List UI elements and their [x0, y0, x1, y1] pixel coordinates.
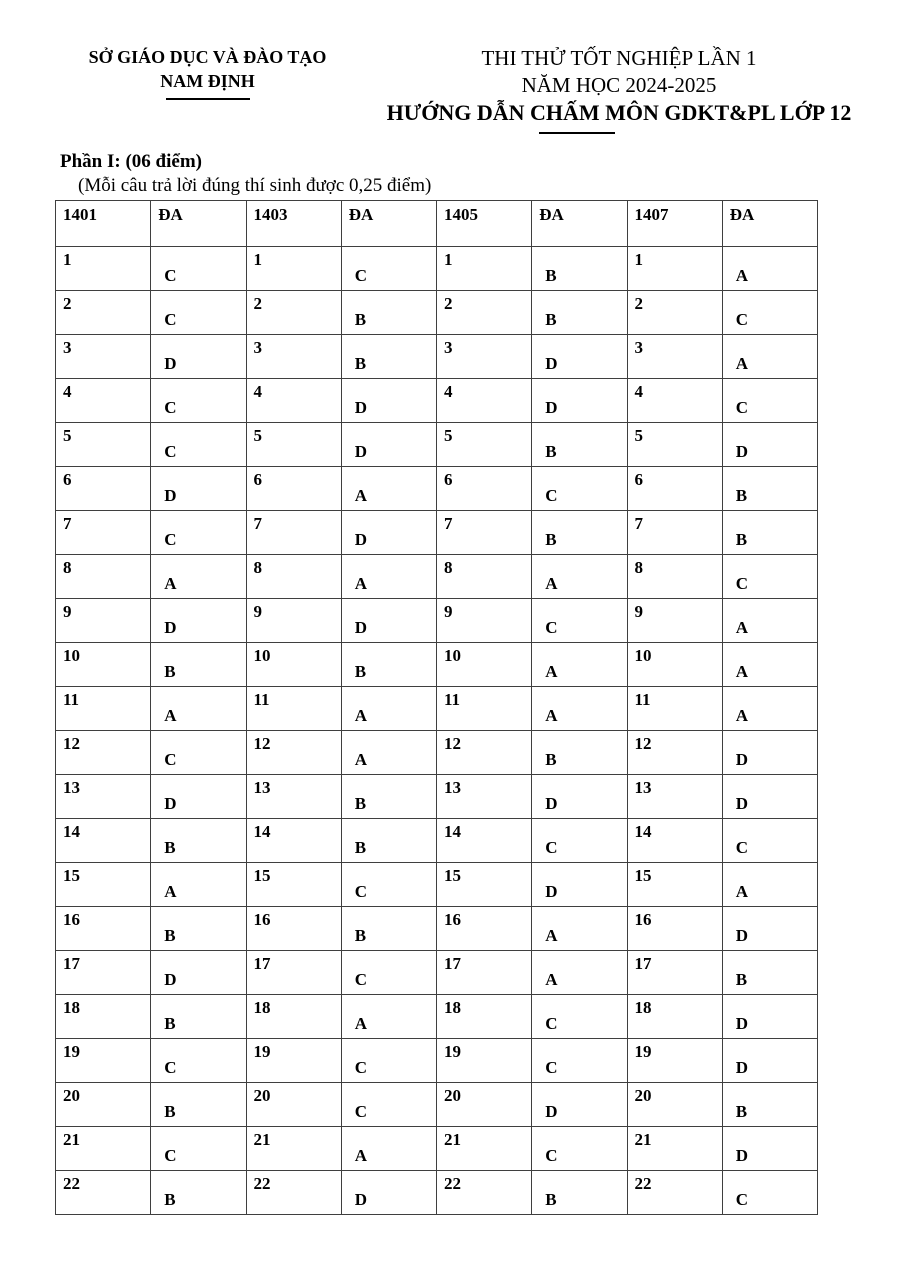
answer-row	[56, 247, 818, 291]
question-number-cell: 19	[56, 1039, 151, 1083]
answer-letter-cell: A	[341, 1127, 436, 1171]
question-number-cell: 15	[56, 863, 151, 907]
issuing-authority-block	[55, 45, 360, 100]
answer-column-header: ĐA	[532, 201, 627, 247]
question-number-cell: 5	[246, 423, 341, 467]
answer-letter-cell: D	[151, 335, 246, 379]
question-number-cell: 19	[437, 1039, 532, 1083]
authority-name: SỞ GIÁO DỤC VÀ ĐÀO TẠO	[88, 47, 327, 67]
answer-letter-cell: B	[532, 247, 627, 291]
question-number-cell: 16	[246, 907, 341, 951]
question-number-cell: 16	[627, 907, 722, 951]
answer-letter-cell: D	[722, 1127, 817, 1171]
question-number-cell: 5	[56, 423, 151, 467]
answer-row	[56, 511, 818, 555]
authority-province: NAM ĐỊNH	[160, 71, 255, 91]
answer-letter-cell: B	[722, 951, 817, 995]
answer-column-header: ĐA	[722, 201, 817, 247]
answer-column-header: ĐA	[341, 201, 436, 247]
answer-row	[56, 819, 818, 863]
title-divider-line	[539, 132, 615, 134]
answer-letter-cell: C	[722, 291, 817, 335]
answer-letter-cell: D	[722, 423, 817, 467]
answer-letter-cell: C	[341, 863, 436, 907]
answer-letter-cell: D	[341, 511, 436, 555]
answer-letter-cell: B	[151, 643, 246, 687]
question-number-cell: 13	[627, 775, 722, 819]
answer-letter-cell: C	[722, 379, 817, 423]
question-number-cell: 22	[246, 1171, 341, 1215]
answer-row	[56, 291, 818, 335]
answer-row	[56, 599, 818, 643]
answer-letter-cell: D	[722, 775, 817, 819]
authority-divider-line	[166, 98, 250, 100]
question-number-cell: 16	[56, 907, 151, 951]
grading-guide-title: HƯỚNG DẪN CHẤM MÔN GDKT&PL LỚP 12	[386, 100, 852, 125]
question-number-cell: 18	[56, 995, 151, 1039]
question-number-cell: 21	[627, 1127, 722, 1171]
answer-column-header: ĐA	[151, 201, 246, 247]
answer-letter-cell: B	[341, 291, 436, 335]
question-number-cell: 21	[56, 1127, 151, 1171]
answer-table-body	[56, 247, 818, 1215]
answer-letter-cell: D	[532, 1083, 627, 1127]
answer-letter-cell: C	[151, 423, 246, 467]
answer-letter-cell: A	[532, 907, 627, 951]
header-row	[56, 201, 818, 247]
answer-letter-cell: C	[532, 995, 627, 1039]
question-number-cell: 11	[56, 687, 151, 731]
answer-row	[56, 423, 818, 467]
question-number-cell: 7	[246, 511, 341, 555]
answer-letter-cell: C	[151, 511, 246, 555]
question-number-cell: 20	[627, 1083, 722, 1127]
question-number-cell: 10	[246, 643, 341, 687]
question-number-cell: 2	[627, 291, 722, 335]
question-number-cell: 19	[627, 1039, 722, 1083]
answer-letter-cell: C	[151, 1039, 246, 1083]
answer-row	[56, 687, 818, 731]
answer-letter-cell: C	[151, 247, 246, 291]
answer-letter-cell: B	[532, 511, 627, 555]
exam-code-header: 1405	[437, 201, 532, 247]
answer-letter-cell: A	[341, 731, 436, 775]
answer-letter-cell: C	[151, 731, 246, 775]
question-number-cell: 22	[437, 1171, 532, 1215]
answer-letter-cell: D	[341, 1171, 436, 1215]
question-number-cell: 20	[56, 1083, 151, 1127]
answer-row	[56, 555, 818, 599]
answer-row	[56, 907, 818, 951]
question-number-cell: 10	[627, 643, 722, 687]
answer-letter-cell: A	[722, 247, 817, 291]
question-number-cell: 6	[246, 467, 341, 511]
answer-letter-cell: C	[532, 1039, 627, 1083]
question-number-cell: 22	[627, 1171, 722, 1215]
answer-letter-cell: D	[341, 423, 436, 467]
answer-letter-cell: D	[151, 775, 246, 819]
answer-letter-cell: A	[722, 687, 817, 731]
answer-letter-cell: D	[341, 599, 436, 643]
question-number-cell: 17	[246, 951, 341, 995]
answer-letter-cell: D	[532, 863, 627, 907]
section-title: Phần I: (06 điểm)	[60, 151, 202, 172]
answer-letter-cell: B	[532, 423, 627, 467]
answer-letter-cell: A	[341, 687, 436, 731]
answer-key-table	[55, 200, 818, 1215]
question-number-cell: 16	[437, 907, 532, 951]
answer-letter-cell: C	[341, 1083, 436, 1127]
answer-row	[56, 379, 818, 423]
answer-letter-cell: B	[151, 995, 246, 1039]
answer-letter-cell: D	[722, 731, 817, 775]
question-number-cell: 18	[437, 995, 532, 1039]
question-number-cell: 21	[246, 1127, 341, 1171]
question-number-cell: 6	[56, 467, 151, 511]
answer-row	[56, 1039, 818, 1083]
answer-letter-cell: B	[341, 775, 436, 819]
answer-letter-cell: D	[532, 775, 627, 819]
answer-row	[56, 335, 818, 379]
answer-row	[56, 775, 818, 819]
question-number-cell: 11	[627, 687, 722, 731]
question-number-cell: 3	[246, 335, 341, 379]
question-number-cell: 7	[437, 511, 532, 555]
question-number-cell: 13	[56, 775, 151, 819]
question-number-cell: 12	[246, 731, 341, 775]
answer-letter-cell: D	[151, 467, 246, 511]
question-number-cell: 6	[437, 467, 532, 511]
question-number-cell: 4	[627, 379, 722, 423]
answer-row	[56, 1127, 818, 1171]
section-note: (Mỗi câu trả lời đúng thí sinh được 0,25 điểm)	[78, 175, 432, 196]
question-number-cell: 1	[246, 247, 341, 291]
answer-letter-cell: A	[532, 643, 627, 687]
question-number-cell: 14	[437, 819, 532, 863]
answer-letter-cell: C	[151, 379, 246, 423]
question-number-cell: 8	[246, 555, 341, 599]
answer-letter-cell: C	[151, 1127, 246, 1171]
document-header	[0, 45, 900, 134]
question-number-cell: 15	[437, 863, 532, 907]
question-number-cell: 2	[437, 291, 532, 335]
answer-letter-cell: A	[532, 555, 627, 599]
answer-letter-cell: B	[151, 1083, 246, 1127]
answer-letter-cell: B	[341, 907, 436, 951]
question-number-cell: 14	[627, 819, 722, 863]
answer-letter-cell: A	[722, 335, 817, 379]
question-number-cell: 20	[437, 1083, 532, 1127]
answer-row	[56, 951, 818, 995]
answer-letter-cell: C	[722, 819, 817, 863]
question-number-cell: 4	[437, 379, 532, 423]
answer-letter-cell: B	[341, 643, 436, 687]
answer-letter-cell: C	[722, 555, 817, 599]
question-number-cell: 17	[627, 951, 722, 995]
question-number-cell: 19	[246, 1039, 341, 1083]
answer-letter-cell: A	[151, 863, 246, 907]
document-title-block	[380, 45, 858, 134]
answer-letter-cell: A	[341, 467, 436, 511]
exam-code-header: 1403	[246, 201, 341, 247]
answer-letter-cell: B	[532, 291, 627, 335]
question-number-cell: 18	[627, 995, 722, 1039]
question-number-cell: 17	[437, 951, 532, 995]
question-number-cell: 7	[627, 511, 722, 555]
answer-letter-cell: A	[722, 599, 817, 643]
question-number-cell: 12	[56, 731, 151, 775]
answer-letter-cell: B	[722, 511, 817, 555]
answer-row	[56, 863, 818, 907]
answer-letter-cell: C	[151, 291, 246, 335]
question-number-cell: 5	[437, 423, 532, 467]
question-number-cell: 18	[246, 995, 341, 1039]
answer-letter-cell: A	[341, 995, 436, 1039]
answer-letter-cell: A	[151, 555, 246, 599]
question-number-cell: 15	[627, 863, 722, 907]
question-number-cell: 11	[437, 687, 532, 731]
answer-letter-cell: A	[532, 951, 627, 995]
question-number-cell: 4	[246, 379, 341, 423]
answer-letter-cell: C	[532, 1127, 627, 1171]
answer-letter-cell: D	[151, 599, 246, 643]
question-number-cell: 20	[246, 1083, 341, 1127]
answer-letter-cell: C	[532, 599, 627, 643]
question-number-cell: 10	[56, 643, 151, 687]
question-number-cell: 9	[627, 599, 722, 643]
question-number-cell: 13	[437, 775, 532, 819]
answer-letter-cell: B	[532, 1171, 627, 1215]
question-number-cell: 3	[56, 335, 151, 379]
answer-letter-cell: C	[722, 1171, 817, 1215]
question-number-cell: 9	[246, 599, 341, 643]
answer-row	[56, 1083, 818, 1127]
question-number-cell: 6	[627, 467, 722, 511]
answer-letter-cell: A	[151, 687, 246, 731]
answer-letter-cell: B	[532, 731, 627, 775]
question-number-cell: 22	[56, 1171, 151, 1215]
answer-letter-cell: B	[341, 819, 436, 863]
question-number-cell: 1	[56, 247, 151, 291]
question-number-cell: 14	[56, 819, 151, 863]
answer-row	[56, 467, 818, 511]
question-number-cell: 11	[246, 687, 341, 731]
question-number-cell: 9	[437, 599, 532, 643]
question-number-cell: 5	[627, 423, 722, 467]
question-number-cell: 12	[627, 731, 722, 775]
answer-letter-cell: B	[341, 335, 436, 379]
question-number-cell: 13	[246, 775, 341, 819]
answer-letter-cell: B	[722, 467, 817, 511]
answer-letter-cell: C	[341, 1039, 436, 1083]
question-number-cell: 1	[627, 247, 722, 291]
question-number-cell: 7	[56, 511, 151, 555]
answer-letter-cell: C	[532, 819, 627, 863]
answer-letter-cell: B	[151, 907, 246, 951]
question-number-cell: 21	[437, 1127, 532, 1171]
question-number-cell: 8	[437, 555, 532, 599]
answer-table-header	[56, 201, 818, 247]
answer-row	[56, 995, 818, 1039]
answer-row	[56, 643, 818, 687]
answer-letter-cell: D	[341, 379, 436, 423]
answer-row	[56, 1171, 818, 1215]
answer-row	[56, 731, 818, 775]
question-number-cell: 17	[56, 951, 151, 995]
answer-letter-cell: C	[532, 467, 627, 511]
answer-letter-cell: C	[341, 247, 436, 291]
question-number-cell: 8	[56, 555, 151, 599]
question-number-cell: 2	[56, 291, 151, 335]
question-number-cell: 15	[246, 863, 341, 907]
answer-letter-cell: B	[151, 1171, 246, 1215]
exam-code-header: 1407	[627, 201, 722, 247]
question-number-cell: 10	[437, 643, 532, 687]
answer-letter-cell: D	[151, 951, 246, 995]
exam-title: THI THỬ TỐT NGHIỆP LẦN 1	[481, 46, 757, 70]
question-number-cell: 14	[246, 819, 341, 863]
answer-letter-cell: D	[722, 1039, 817, 1083]
answer-letter-cell: A	[722, 863, 817, 907]
question-number-cell: 12	[437, 731, 532, 775]
answer-letter-cell: A	[722, 643, 817, 687]
answer-letter-cell: D	[532, 379, 627, 423]
answer-letter-cell: D	[722, 995, 817, 1039]
question-number-cell: 3	[437, 335, 532, 379]
answer-letter-cell: B	[151, 819, 246, 863]
answer-letter-cell: B	[722, 1083, 817, 1127]
answer-letter-cell: D	[532, 335, 627, 379]
answer-letter-cell: C	[341, 951, 436, 995]
answer-letter-cell: D	[722, 907, 817, 951]
question-number-cell: 9	[56, 599, 151, 643]
answer-letter-cell: A	[532, 687, 627, 731]
answer-letter-cell: A	[341, 555, 436, 599]
exam-code-header: 1401	[56, 201, 151, 247]
question-number-cell: 2	[246, 291, 341, 335]
question-number-cell: 1	[437, 247, 532, 291]
question-number-cell: 8	[627, 555, 722, 599]
question-number-cell: 3	[627, 335, 722, 379]
question-number-cell: 4	[56, 379, 151, 423]
school-year: NĂM HỌC 2024-2025	[521, 73, 717, 97]
